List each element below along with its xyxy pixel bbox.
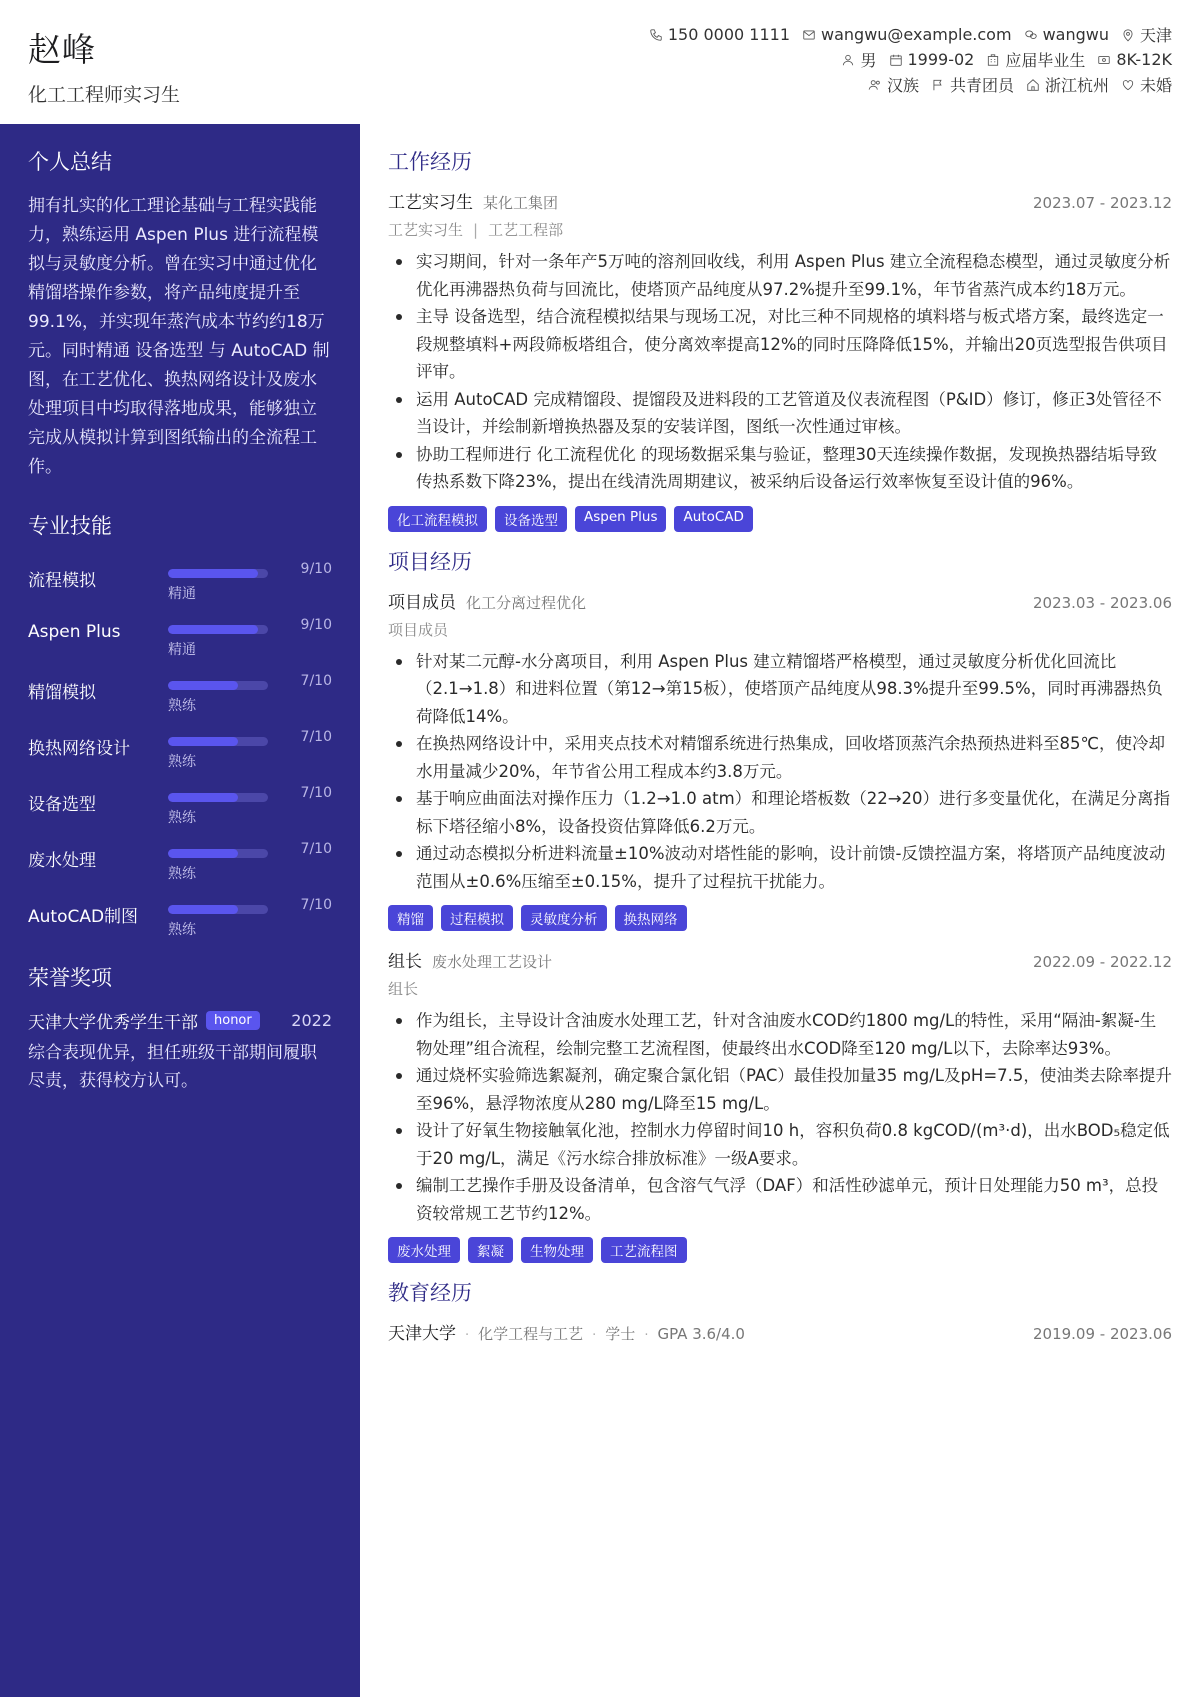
tag: Aspen Plus (575, 506, 666, 532)
entry-tags (388, 905, 1172, 931)
tag: 化工流程模拟 (388, 506, 487, 532)
work-entry (388, 188, 1172, 532)
project-entry (388, 947, 1172, 1263)
entry-role: 工艺实习生 (388, 193, 473, 213)
edu-date: 2019.09 - 2023.06 (1032, 1325, 1172, 1343)
skill-fill (168, 905, 238, 914)
building-icon (986, 53, 1000, 67)
contact-marital: 未婚 (1121, 73, 1172, 96)
tag: 灵敏度分析 (521, 905, 607, 931)
skill-item (28, 836, 332, 892)
tag: 废水处理 (388, 1237, 460, 1263)
contact-info (637, 22, 1172, 97)
contact-politics: 共青团员 (931, 73, 1014, 96)
skill-score: 7/10 (300, 897, 332, 913)
tag: 工艺流程图 (601, 1237, 687, 1263)
entry-head (388, 588, 1172, 613)
bullet-item: 针对某二元醇-水分离项目，利用 Aspen Plus 建立精馏塔严格模型，通过灵敏度分析优化回流比（2.1→1.8）和进料位置（第12→第15板），使塔顶产品纯度从98.3%提升至99.5%，同时再沸器热负荷降低14%。 (388, 648, 1172, 731)
bullet-item: 主导 设备选型，结合流程模拟结果与现场工况，对比三种不同规格的填料塔与板式塔方案，最终选定一段规整填料+两段筛板塔组合，使分离效率提高12%的同时压降降低15%，并输出20页选型报告供项目评审。 (388, 303, 1172, 386)
bullet-item: 通过烧杯实验筛选絮凝剂，确定聚合氯化铝（PAC）最佳投加量35 mg/L及pH=7.5，使油类去除率提升至96%，悬浮物浓度从280 mg/L降至15 mg/L。 (388, 1062, 1172, 1117)
bullet-item: 基于响应曲面法对操作压力（1.2→1.0 atm）和理论塔板数（22→20）进行多变量优化，在满足分离指标下塔径缩小8%，设备投资估算降低6.2万元。 (388, 785, 1172, 840)
bullet-item: 实习期间，针对一条年产5万吨的溶剂回收线，利用 Aspen Plus 建立全流程稳态模型，通过灵敏度分析优化再沸器热负荷与回流比，使塔顶产品纯度从97.2%提升至99.1%，年节省蒸汽成本约18万元。 (388, 248, 1172, 303)
tag: 精馏 (388, 905, 433, 931)
education-title: 教育经历 (388, 1281, 472, 1305)
contact-status: 应届毕业生 (986, 48, 1085, 71)
entry-org: 化工分离过程优化 (466, 593, 587, 612)
skill-bar (168, 625, 268, 634)
phone-icon (649, 28, 663, 42)
skill-item (28, 892, 332, 948)
entry-date: 2022.09 - 2022.12 (1032, 953, 1172, 971)
skill-bar (168, 849, 268, 858)
skill-fill (168, 625, 258, 634)
entry-role: 组长 (388, 952, 422, 972)
entry-sub: 项目成员 (388, 620, 449, 639)
bullet-item: 编制工艺操作手册及设备清单，包含溶气气浮（DAF）和活性砂滤单元，预计日处理能力50 m³，总投资较常规工艺节约12%。 (388, 1172, 1172, 1227)
entry-tags (388, 1237, 1172, 1263)
flag-icon (931, 78, 945, 92)
skill-name: 精馏模拟 (28, 683, 96, 703)
contact-ethnicity: 汉族 (868, 73, 919, 96)
skill-level: 熟练 (168, 754, 196, 770)
entry-org: 某化工集团 (483, 194, 559, 212)
home-icon (1026, 78, 1040, 92)
contact-phone: 150 0000 1111 (649, 25, 790, 44)
skill-level: 熟练 (168, 922, 196, 938)
tag: 换热网络 (615, 905, 687, 931)
honor-item (28, 1008, 332, 1033)
calendar-icon (889, 53, 903, 67)
skill-item (28, 668, 332, 724)
mail-icon (802, 28, 816, 42)
skill-level: 精通 (168, 586, 196, 602)
entry-org: 废水处理工艺设计 (432, 953, 553, 971)
skill-fill (168, 793, 238, 802)
bullet-item: 协助工程师进行 化工流程优化 的现场数据采集与验证，整理30天连续操作数据，发现换热器结垢导致传热系数下降23%，提出在线清洗周期建议，被采纳后设备运行效率恢复至设计值的96%。 (388, 441, 1172, 496)
tag: 絮凝 (468, 1237, 513, 1263)
skill-score: 7/10 (300, 673, 332, 689)
skill-level: 精通 (168, 642, 196, 658)
main-content (388, 124, 1172, 1344)
user-icon (841, 53, 855, 67)
entry-role: 项目成员 (388, 592, 456, 613)
skill-fill (168, 681, 238, 690)
honor-year: 2022 (291, 1011, 332, 1030)
skill-name: 流程模拟 (28, 571, 96, 591)
skill-name: 换热网络设计 (28, 739, 130, 759)
edu-school: 天津大学 (388, 1324, 456, 1344)
contact-wechat: wangwu (1024, 25, 1109, 44)
tag: 过程模拟 (441, 905, 513, 931)
skill-bar (168, 737, 268, 746)
skill-score: 7/10 (300, 729, 332, 745)
entry-date: 2023.07 - 2023.12 (1032, 194, 1172, 212)
contact-email: wangwu@example.com (802, 25, 1012, 44)
money-icon (1097, 53, 1111, 67)
skill-level: 熟练 (168, 866, 196, 882)
edu-gpa: GPA 3.6/4.0 (657, 1325, 745, 1343)
skill-bar (168, 905, 268, 914)
contact-line-3 (637, 72, 1172, 97)
contact-hometown: 浙江杭州 (1026, 73, 1109, 96)
entry-bullets (388, 248, 1172, 496)
skill-name: Aspen Plus (28, 622, 121, 642)
skills-title: 专业技能 (28, 514, 112, 538)
skills-list (28, 556, 332, 948)
skill-bar (168, 793, 268, 802)
heart-icon (1121, 78, 1135, 92)
skill-fill (168, 569, 258, 578)
skill-item (28, 556, 332, 612)
contact-gender: 男 (841, 48, 876, 71)
contact-salary: 8K-12K (1097, 50, 1172, 69)
bullet-item: 在换热网络设计中，采用夹点技术对精馏系统进行热集成，回收塔顶蒸汽余热预热进料至85℃，使冷却水用量减少20%，年节省公用工程成本约3.8万元。 (388, 730, 1172, 785)
bullet-item: 通过动态模拟分析进料流量±10%波动对塔性能的影响，设计前馈-反馈控温方案，将塔顶产品纯度波动范围从±0.6%压缩至±0.15%，提升了过程抗干扰能力。 (388, 840, 1172, 895)
entry-bullets (388, 1007, 1172, 1227)
skill-item (28, 612, 332, 668)
contact-location: 天津 (1121, 23, 1172, 46)
skill-fill (168, 737, 238, 746)
summary-title: 个人总结 (28, 150, 112, 174)
bullet-item: 作为组长，主导设计含油废水处理工艺，针对含油废水COD约1800 mg/L的特性，采用“隔油-絮凝-生物处理”组合流程，绘制完整工艺流程图，使最终出水COD降至120 mg/L以下，去除率达93%。 (388, 1007, 1172, 1062)
honors-title: 荣誉奖项 (28, 966, 112, 990)
resume-header (0, 0, 1200, 124)
honor-badge: honor (206, 1011, 260, 1030)
tag: 设备选型 (495, 506, 567, 532)
skill-bar (168, 569, 268, 578)
bullet-item: 设计了好氧生物接触氧化池，控制水力停留时间10 h，容积负荷0.8 kgCOD/(m³·d)，出水BOD₅稳定低于20 mg/L，满足《污水综合排放标准》一级A要求。 (388, 1117, 1172, 1172)
skill-score: 9/10 (300, 617, 332, 633)
entry-head (388, 188, 1172, 213)
edu-degree: 学士 (605, 1325, 636, 1343)
skill-name: 设备选型 (28, 795, 96, 815)
skill-fill (168, 849, 238, 858)
entry-head (388, 947, 1172, 972)
skill-item (28, 724, 332, 780)
honor-name: 天津大学优秀学生干部 (28, 1013, 198, 1033)
project-entry (388, 588, 1172, 932)
entry-sub: 工艺实习生 | 工艺工程部 (388, 221, 564, 239)
contact-line-1 (637, 22, 1172, 47)
work-title: 工作经历 (388, 150, 472, 174)
wechat-icon (1024, 28, 1038, 42)
location-icon (1121, 28, 1135, 42)
skill-level: 熟练 (168, 810, 196, 826)
education-entry: 天津大学 · 化学工程与工艺 · 学士 · GPA 3.6/4.0 2019.09 - 2023.06 (388, 1319, 1172, 1344)
entry-sub: 组长 (388, 980, 419, 998)
skill-bar (168, 681, 268, 690)
skill-level: 熟练 (168, 698, 196, 714)
entry-tags (388, 506, 1172, 532)
people-icon (868, 78, 882, 92)
projects-title: 项目经历 (388, 549, 472, 574)
candidate-name: 赵峰 (28, 30, 96, 69)
sidebar (0, 124, 360, 1697)
summary-text: 拥有扎实的化工理论基础与工程实践能力，熟练运用 Aspen Plus 进行流程模拟与灵敏度分析。曾在实习中通过优化精馏塔操作参数，将产品纯度提升至99.1%，并实现年蒸汽成本节约约18万元。同时精通 设备选型 与 AutoCAD 制图，在工艺优化、换热网络设计及废水处理项目中均取得落地成果，能够独立完成从模拟计算到图纸输出的全流程工作。 (28, 196, 330, 477)
skill-name: 废水处理 (28, 851, 96, 871)
skill-item (28, 780, 332, 836)
bullet-item: 运用 AutoCAD 完成精馏段、提馏段及进料段的工艺管道及仪表流程图（P&ID）修订，修正3处管径不当设计，并绘制新增换热器及泵的安装详图，图纸一次性通过审核。 (388, 386, 1172, 441)
contact-line-2 (637, 47, 1172, 72)
honor-desc: 综合表现优异，担任班级干部期间履职尽责，获得校方认可。 (28, 1043, 317, 1091)
candidate-title: 化工工程师实习生 (28, 84, 181, 106)
tag: AutoCAD (674, 506, 752, 532)
contact-birth: 1999-02 (889, 50, 975, 69)
edu-major: 化学工程与工艺 (478, 1325, 584, 1343)
skill-score: 7/10 (300, 841, 332, 857)
skill-score: 7/10 (300, 785, 332, 801)
entry-date: 2023.03 - 2023.06 (1032, 593, 1172, 612)
skill-score: 9/10 (300, 561, 332, 577)
skill-name: AutoCAD制图 (28, 907, 139, 927)
tag: 生物处理 (521, 1237, 593, 1263)
entry-bullets (388, 648, 1172, 896)
